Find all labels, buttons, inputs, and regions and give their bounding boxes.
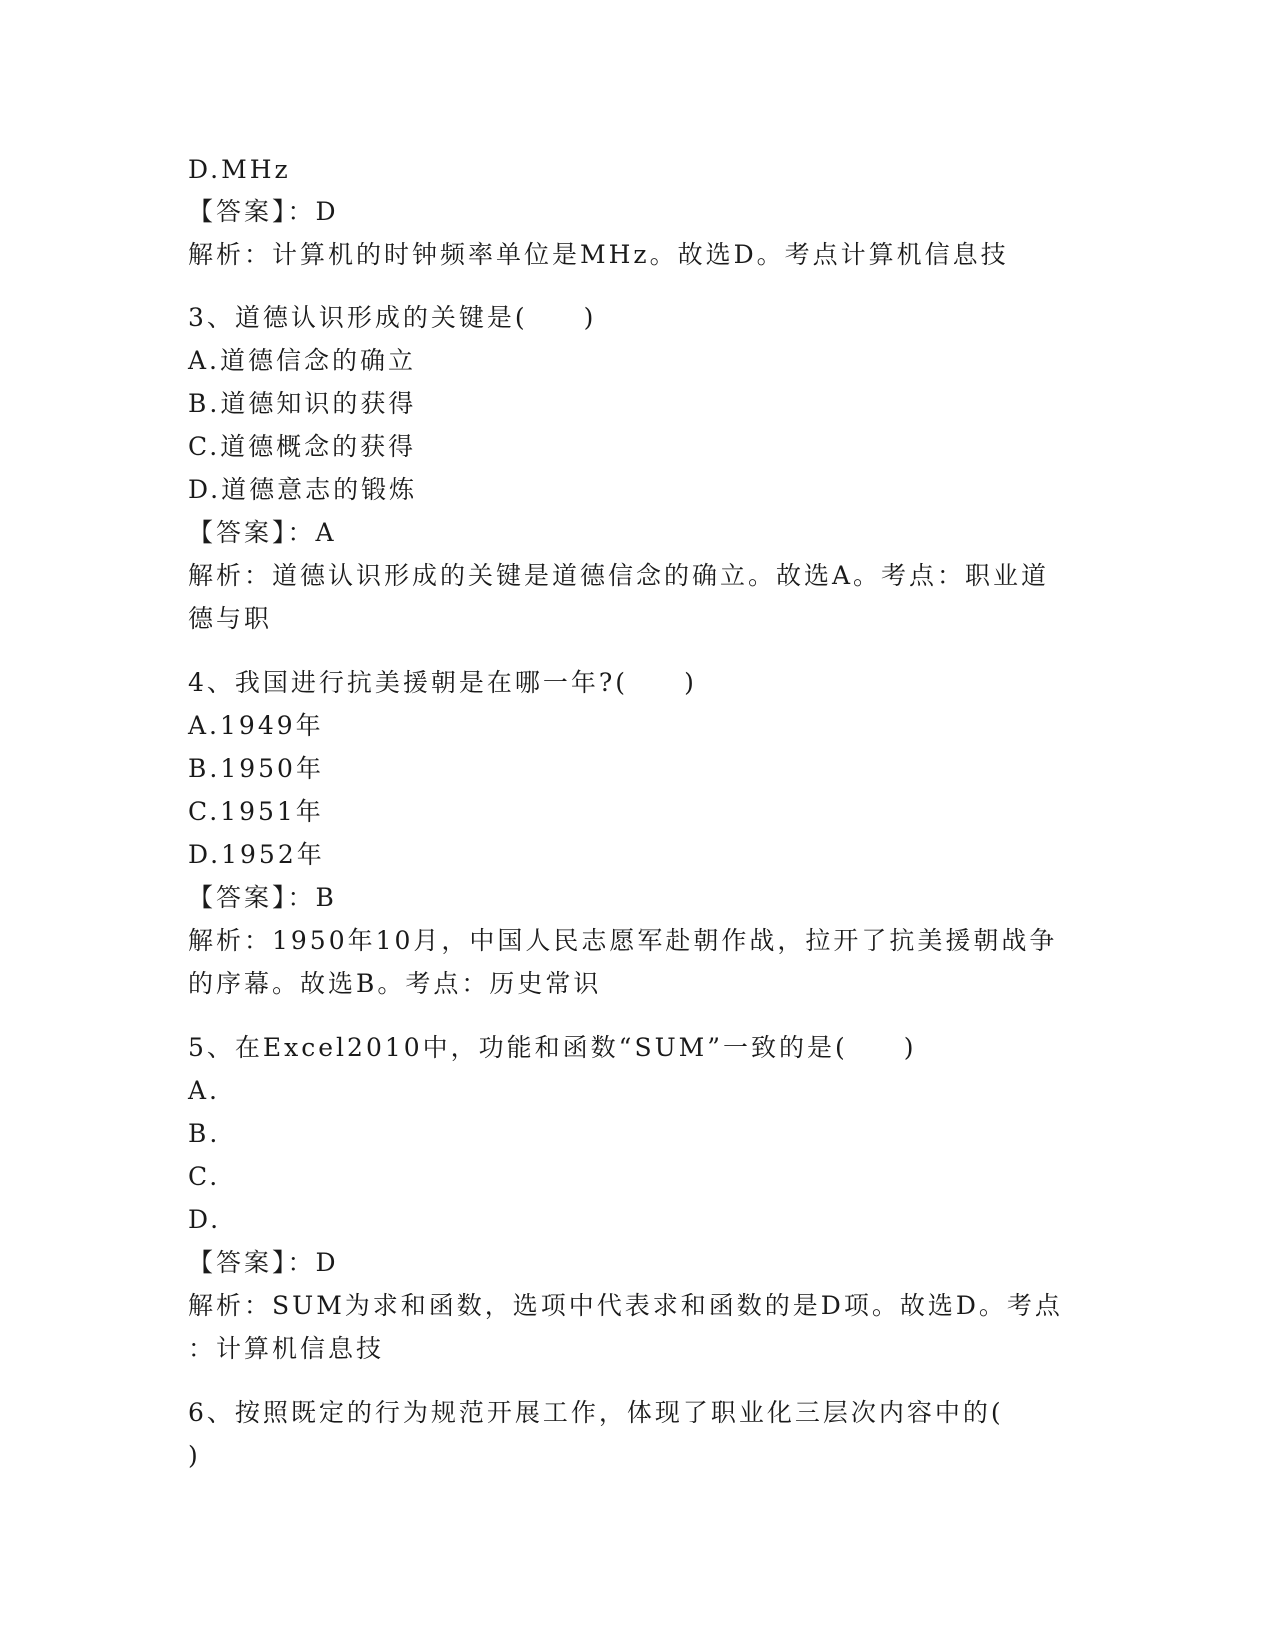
q3-answer: 【答案】：A [188,518,337,547]
q3-option-a: A.道德信念的确立 [188,346,417,375]
q5-option-c: C. [188,1162,221,1191]
q2-answer: 【答案】：D [188,197,339,226]
q3-explanation-line2: 德与职 [188,604,273,633]
q2-option-d: D.MHz [188,155,291,184]
q5-explanation-line2: ：计算机信息技 [188,1334,385,1363]
q4-option-b: B.1950年 [188,754,324,783]
q5-option-a: A. [188,1076,221,1105]
q4-option-c: C.1951年 [188,797,324,826]
q2-explanation: 解析：计算机的时钟频率单位是MHz。故选D。考点计算机信息技 [188,240,1009,269]
q6-question-line2: ) [188,1441,201,1470]
q3-explanation-line1: 解析：道德认识形成的关键是道德信念的确立。故选A。考点：职业道 [188,561,1050,590]
q5-answer: 【答案】：D [188,1248,339,1277]
q3-option-c: C.道德概念的获得 [188,432,417,461]
q3-question: 3、道德认识形成的关键是( ) [188,303,597,332]
q5-option-b: B. [188,1119,221,1148]
q4-question: 4、我国进行抗美援朝是在哪一年?( ) [188,668,697,697]
q4-explanation-line1: 解析：1950年10月，中国人民志愿军赴朝作战，拉开了抗美援朝战争 [188,926,1058,955]
q3-option-b: B.道德知识的获得 [188,389,417,418]
q4-answer: 【答案】：B [188,883,337,912]
q4-option-a: A.1949年 [188,711,324,740]
q5-question: 5、在Excel2010中，功能和函数“SUM”一致的是( ) [188,1033,917,1062]
q5-option-d: D. [188,1205,222,1234]
q4-explanation-line2: 的序幕。故选B。考点：历史常识 [188,969,602,998]
q6-question-line1: 6、按照既定的行为规范开展工作，体现了职业化三层次内容中的( [188,1398,1004,1427]
q4-option-d: D.1952年 [188,840,325,869]
q5-explanation-line1: 解析：SUM为求和函数，选项中代表求和函数的是D项。故选D。考点 [188,1291,1063,1320]
q3-option-d: D.道德意志的锻炼 [188,475,418,504]
